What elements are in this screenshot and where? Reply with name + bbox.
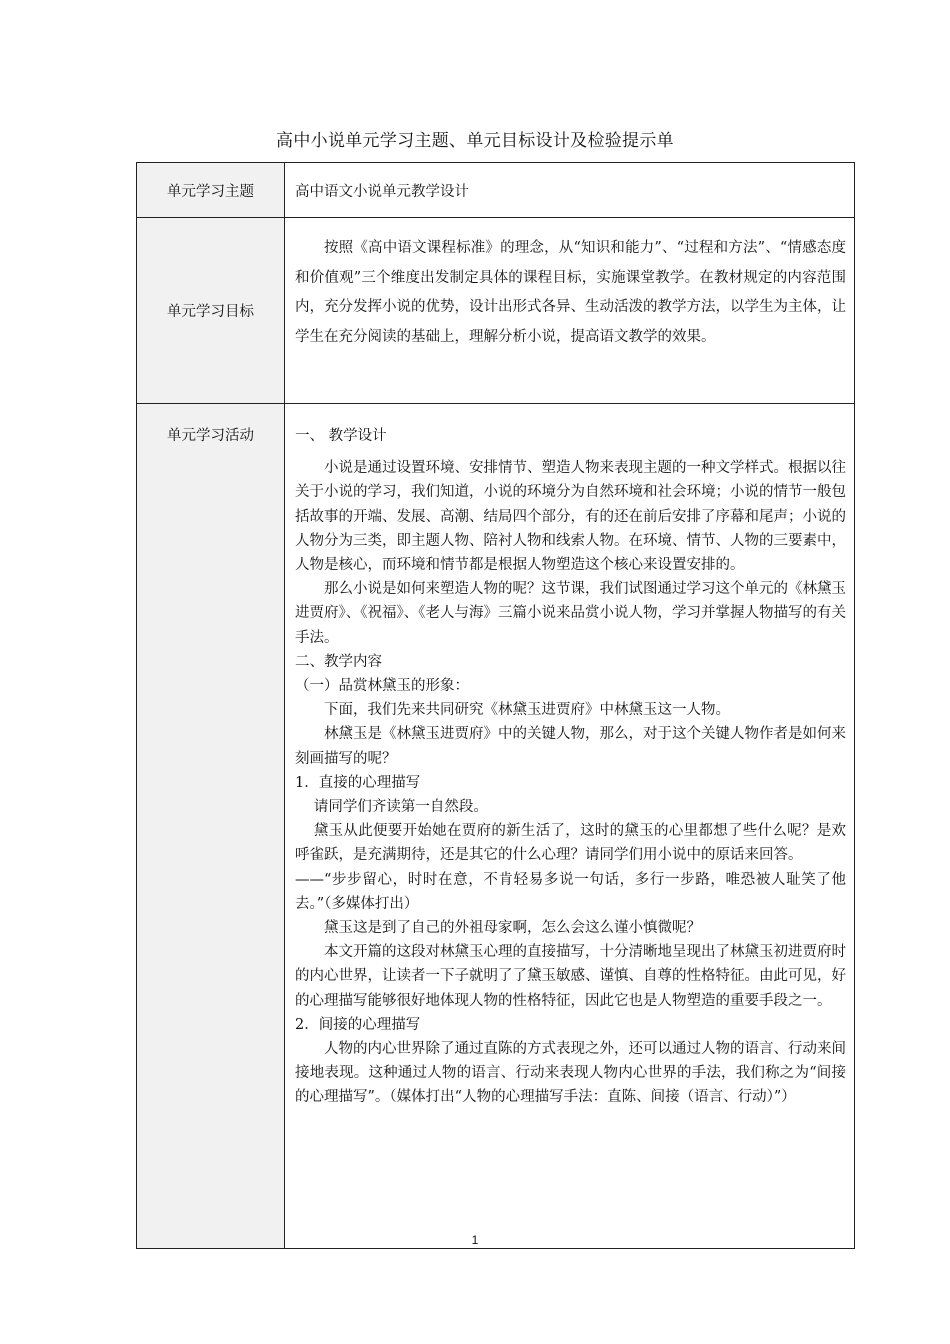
- goal-label: 单元学习目标: [137, 218, 285, 404]
- document-title: 高中小说单元学习主题、单元目标设计及检验提示单: [276, 131, 674, 151]
- paragraph: 小说是通过设置环境、安排情节、塑造人物来表现主题的一种文学样式。根据以往关于小说的学习，我们知道，小说的环境分为自然环境和社会环境；小说的情节一般包括故事的开端、发展、高潮、结局四个部分，有的还在前后安排了序幕和尾声；小说的人物分为三类，即主题人物、陪衬人物和线索人物。在环境、情节、人物的三要素中，人物是核心，而环境和情节都是根据人物塑造这个核心来设置安排的。: [295, 460, 846, 574]
- goal-cell: [285, 218, 855, 404]
- activity-label: 单元学习活动: [137, 404, 285, 1249]
- goal-row: [137, 218, 855, 404]
- activity-cell: [285, 404, 855, 1249]
- page-number: 1: [471, 1233, 479, 1247]
- theme-value: 高中语文小说单元教学设计: [285, 163, 855, 218]
- theme-label: 单元学习主题: [137, 163, 285, 218]
- paragraph: 黛玉从此便要开始她在贾府的新生活了，这时的黛玉的心里都想了些什么呢？是欢呼雀跃，是充满期待，还是其它的什么心理？请同学们用小说中的原话来回答。: [295, 823, 846, 864]
- paragraph: 下面，我们先来共同研究《林黛玉进贾府》中林黛玉这一人物。: [324, 702, 730, 719]
- paragraph: 那么小说是如何来塑造人物的呢？这节课，我们试图通过学习这个单元的《林黛玉进贾府》、《祝福》、《老人与海》三篇小说来品赏小说人物，学习并掌握人物描写的有关手法。: [295, 581, 846, 646]
- activity-row: [137, 404, 855, 1249]
- theme-row: [137, 163, 855, 218]
- section-heading-design: 一、 教学设计: [295, 428, 387, 444]
- paragraph: 黛玉这是到了自己的外祖母家啊，怎么会这么谨小慎微呢？: [324, 920, 701, 937]
- design-table: [136, 162, 855, 1249]
- quote-paragraph: ——“步步留心，时时在意，不肯轻易多说一句话，多行一步路，唯恐被人耻笑了他去。”（多媒体打出）: [295, 871, 846, 912]
- numbered-heading: 1．直接的心理描写: [295, 774, 421, 791]
- numbered-heading: 2．间接的心理描写: [295, 1016, 421, 1033]
- paragraph: 人物的内心世界除了通过直陈的方式表现之外，还可以通过人物的语言、行动来间接地表现。这种通过人物的语言、行动来表现人物内心世界的手法，我们称之为“间接的心理描写”。（媒体打出“人物的心理描写手法：直陈、间接（语言、行动）”）: [295, 1041, 846, 1106]
- paragraph: 林黛玉是《林黛玉进贾府》中的关键人物，那么，对于这个关键人物作者是如何来刻画描写的呢？: [295, 726, 846, 767]
- paragraph: 请同学们齐读第一自然段。: [313, 799, 488, 816]
- paragraph: 本文开篇的这段对林黛玉心理的直接描写，十分清晰地呈现出了林黛玉初进贾府时的内心世界，让读者一下子就明了了黛玉敏感、谨慎、自尊的性格特征。由此可见，好的心理描写能够很好地体现人物的性格特征，因此它也是人物塑造的重要手段之一。: [295, 944, 846, 1009]
- subsection-heading: （一）品赏林黛玉的形象：: [295, 678, 469, 695]
- goal-text: 按照《高中语文课程标准》的理念，从“知识和能力”、“过程和方法”、“情感态度和价值观”三个维度出发制定具体的课程目标，实施课堂教学。在教材规定的内容范围内，充分发挥小说的优势，设计出形式各异、生动活泼的教学方法，以学生为主体，让学生在充分阅读的基础上，理解分析小说，提高语文教学的效果。: [295, 240, 846, 345]
- section-heading-content: 二、教学内容: [295, 653, 382, 670]
